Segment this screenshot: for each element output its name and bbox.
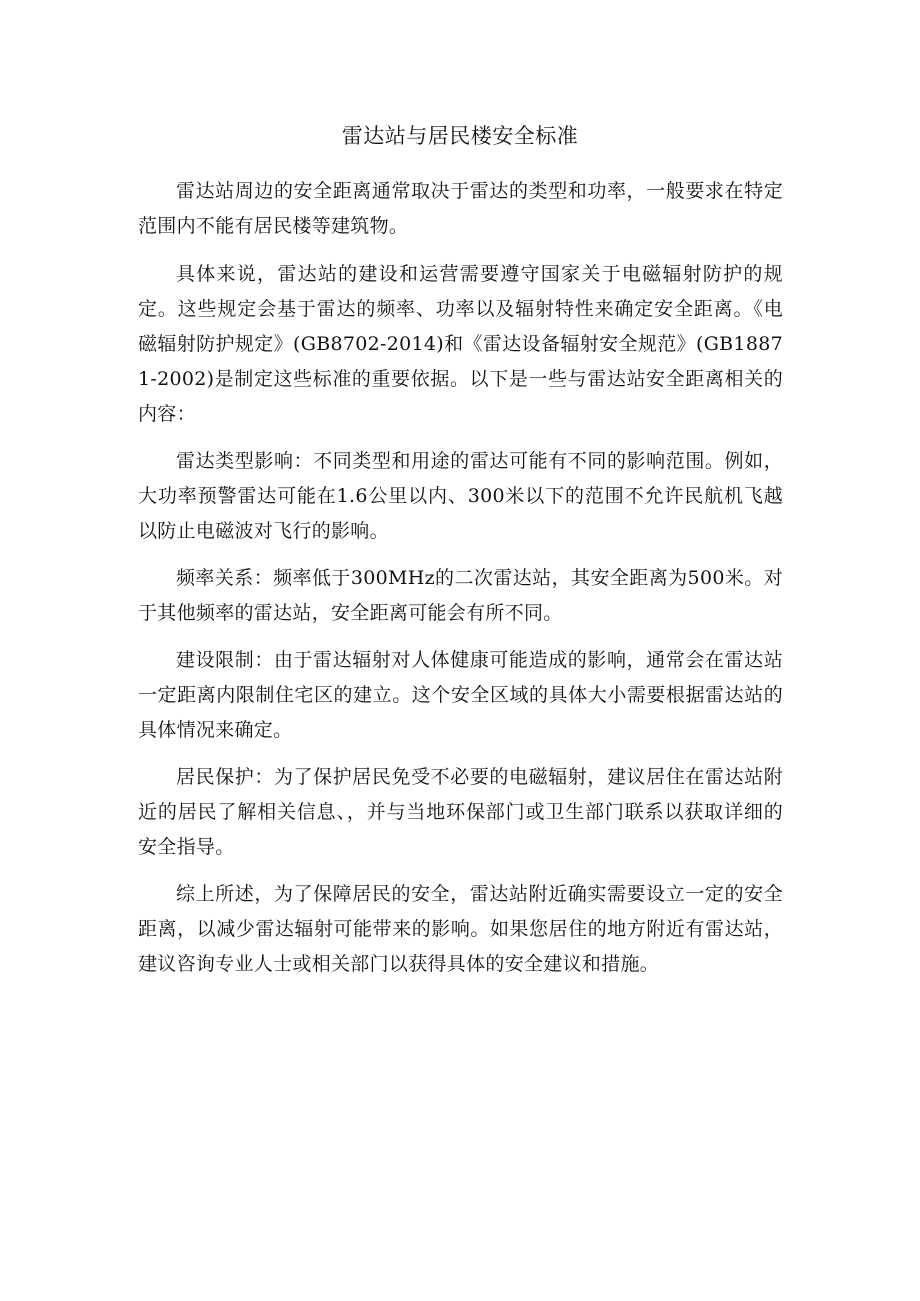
paragraph-radar-type: 雷达类型影响：不同类型和用途的雷达可能有不同的影响范围。例如，大功率预警雷达可能在1.6公里以内、300米以下的范围不允许民航机飞越以防止电磁波对飞行的影响。 [138, 450, 783, 542]
document-title: 雷达站与居民楼安全标准 [341, 124, 579, 148]
paragraph-frequency: 频率关系：频率低于300MHz的二次雷达站，其安全距离为500米。对于其他频率的雷达站，安全距离可能会有所不同。 [138, 567, 783, 624]
paragraph-construction: 建设限制：由于雷达辐射对人体健康可能造成的影响，通常会在雷达站一定距离内限制住宅区的建立。这个安全区域的具体大小需要根据雷达站的具体情况来确定。 [138, 649, 783, 741]
paragraph-resident-protection: 居民保护：为了保护居民免受不必要的电磁辐射，建议居住在雷达站附近的居民了解相关信息、，并与当地环保部门或卫生部门联系以获取详细的安全指导。 [138, 766, 783, 858]
paragraph-summary: 综上所述，为了保障居民的安全，雷达站附近确实需要设立一定的安全距离，以减少雷达辐射可能带来的影响。如果您居住的地方附近有雷达站，建议咨询专业人士或相关部门以获得具体的安全建议和措施。 [138, 883, 783, 975]
paragraph-regulations: 具体来说，雷达站的建设和运营需要遵守国家关于电磁辐射防护的规定。这些规定会基于雷达的频率、功率以及辐射特性来确定安全距离。《电磁辐射防护规定》(GB8702-2014)和《雷达设备辐射安全规范》(GB18871-2002)是制定这些标准的重要依据。以下是一些与雷达站安全距离相关的内容： [138, 263, 783, 425]
paragraph-intro: 雷达站周边的安全距离通常取决于雷达的类型和功率，一般要求在特定范围内不能有居民楼等建筑物。 [138, 180, 783, 237]
document-body [138, 174, 783, 994]
